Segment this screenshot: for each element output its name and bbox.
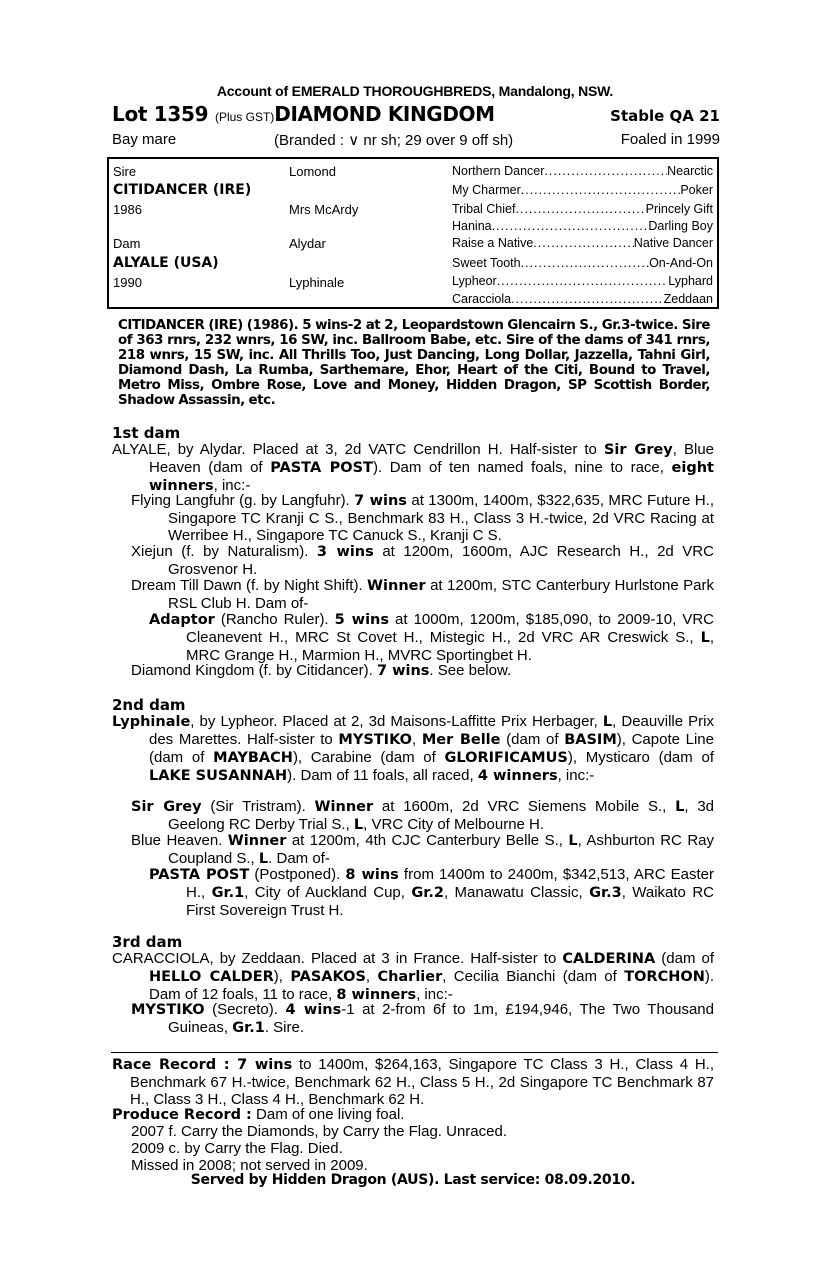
dam-name: ALYALE (USA) — [113, 255, 219, 271]
second-dam-heading: 2nd dam — [112, 696, 186, 714]
sex-colour: Bay mare — [112, 131, 177, 148]
progeny-diamond-kingdom: Diamond Kingdom (f. by Citidancer). 7 wins. See below. — [131, 662, 512, 679]
stable-number: Stable QA 21 — [610, 107, 720, 125]
progeny-blue-heaven: Blue Heaven. Winner at 1200m, 4th CJC Canterbury Belle S., L, Ashburton RC Ray Coupland S., L. Dam of- — [131, 832, 715, 867]
produce-item: 2007 f. Carry the Diamonds, by Carry the Flag. Unraced. — [131, 1123, 507, 1140]
great-grandparent-row: Sweet Tooth ..... On-And-On — [452, 256, 713, 270]
sire-year: 1986 — [113, 202, 142, 217]
produce-item: Missed in 2008; not served in 2009. — [131, 1157, 368, 1174]
great-grandparent-row: My Charmer ..... Poker — [452, 183, 713, 197]
produce-record — [112, 1106, 714, 1124]
lot-number: Lot 1359 — [112, 102, 209, 126]
dam-year: 1990 — [113, 275, 142, 290]
progeny-mystiko: MYSTIKO (Secreto). 4 wins-1 at 2-from 6f to 1m, £194,946, The Two Thousand Guineas, Gr.1. Sire. — [131, 1001, 714, 1036]
third-dam-summary: CARACCIOLA, by Zeddaan. Placed at 3 in France. Half-sister to CALDERINA (dam of HELLO CALDER), PASAKOS, Charlier, Cecilia Bianchi (dam of TORCHON). Dam of 12 foals, 11 to race, 8 winners, inc:- — [112, 950, 714, 1003]
progeny-flying-langfuhr: Flying Langfuhr (g. by Langfuhr). 7 wins at 1300m, 1400m, $322,635, MRC Future H., Singapore TC Kranji C S., Benchmark 83 H., Class 3 H.-twice, 2d VRC Racing at Werribee H., Singapore TC Canuck S., Kranji C S. — [131, 492, 714, 544]
foaled-year: Foaled in 1999 — [620, 131, 720, 148]
plus-gst-note: (Plus GST) — [214, 110, 275, 124]
service-info: Served by Hidden Dragon (AUS). Last service: 08.09.2010. — [190, 1172, 636, 1188]
race-record: Race Record : 7 wins to 1400m, $264,163, Singapore TC Class 3 H., Class 4 H., Benchmark 67 H.-twice, Benchmark 62 H., Class 5 H., 2d Singapore TC Benchmark 87 H., Class 3 H., Class 4 H., Benchmark 62 H. — [112, 1056, 714, 1108]
second-dam-summary: Lyphinale, by Lypheor. Placed at 2, 3d Maisons-Laffitte Prix Herbager, L, Deauville Prix des Marettes. Half-sister to MYSTIKO, Mer Belle (dam of BASIM), Capote Line (dam of MAYBACH), Carabine (dam of GLORIFICAMUS), Mysticaro (dam of LAKE SUSANNAH). Dam of 11 foals, all raced, 4 winners, inc:- — [112, 713, 714, 784]
great-grandparent-row: Tribal Chief ..... Princely Gift — [452, 202, 713, 216]
third-dam-heading: 3rd dam — [112, 933, 183, 951]
sire-label: Sire — [113, 164, 137, 179]
sire-biography: CITIDANCER (IRE) (1986). 5 wins-2 at 2, Leopardstown Glencairn S., Gr.3-twice. Sire of 363 rnrs, 232 wnrs, 16 SW, inc. Ballroom Babe, etc. Sire of the dams of 341 rnrs, 218 wnrs, 15 SW, inc. All Thrills Too, Just Dancing, Long Dollar, Jazzella, Tahni Girl, Diamond Dash, La Rumba, Sarthemare, Ehor, Heart of the Citi, Bound to Travel, Metro Miss, Ombre Rose, Love and Money, Hidden Dragon, SP Scottish Border, Shadow Assassin, etc. — [118, 318, 710, 408]
horse-details — [112, 131, 720, 151]
granddam-paternal: Mrs McArdy — [289, 202, 359, 217]
grandsire-paternal: Lomond — [289, 164, 336, 179]
great-grandparent-row: Caracciola ..... Zeddaan — [452, 292, 713, 306]
lot-header — [112, 102, 720, 130]
dam-label: Dam — [113, 236, 141, 251]
progeny-xiejun: Xiejun (f. by Naturalism). 3 wins at 1200m, 1600m, AJC Research H., 2d VRC Grosvenor H. — [131, 543, 714, 578]
section-divider — [111, 1052, 718, 1053]
great-grandparent-row: Northern Dancer ..... Nearctic — [452, 164, 713, 178]
vendor-account: Account of EMERALD THOROUGHBREDS, Mandalong, NSW. — [216, 83, 614, 99]
great-grandparent-row: Lypheor ..... Lyphard — [452, 274, 713, 288]
great-grandparent-row: Hanina ..... Darling Boy — [452, 219, 713, 233]
produce-record-label: Produce Record : — [112, 1107, 252, 1123]
produce-item: 2009 c. by Carry the Flag. Died. — [131, 1140, 343, 1157]
granddam-maternal: Lyphinale — [289, 275, 345, 290]
pedigree-table — [107, 157, 719, 309]
produce-record-summary: Dam of one living foal. — [251, 1106, 405, 1123]
first-dam-summary: ALYALE, by Alydar. Placed at 3, 2d VATC Cendrillon H. Half-sister to Sir Grey, Blue Heaven (dam of PASTA POST). Dam of ten named foals, nine to race, eight winners, inc:- — [112, 441, 714, 494]
great-grandparent-row: Raise a Native ..... Native Dancer — [452, 236, 713, 250]
grandsire-maternal: Alydar — [289, 236, 326, 251]
brand-description: (Branded : ∨ nr sh; 29 over 9 off sh) — [274, 132, 514, 149]
lot-title — [112, 102, 495, 126]
sire-name: CITIDANCER (IRE) — [113, 182, 252, 198]
first-dam-heading: 1st dam — [112, 424, 181, 442]
progeny-pasta-post: PASTA POST (Postponed). 8 wins from 1400m to 2400m, $342,513, ARC Easter H., Gr.1, City of Auckland Cup, Gr.2, Manawatu Classic, Gr.3, Waikato RC First Sovereign Trust H. — [149, 866, 714, 919]
progeny-dream-till-dawn: Dream Till Dawn (f. by Night Shift). Winner at 1200m, STC Canterbury Hurlstone Park RSL Club H. Dam of- — [131, 577, 714, 612]
progeny-sir-grey: Sir Grey (Sir Tristram). Winner at 1600m, 2d VRC Siemens Mobile S., L, 3d Geelong RC Derby Trial S., L, VRC City of Melbourne H. — [131, 798, 715, 833]
progeny-adaptor: Adaptor (Rancho Ruler). 5 wins at 1000m, 1200m, $185,090, to 2009-10, VRC Cleanevent H., MRC St Covet H., Mistegic H., 2d VRC AR Creswick S., L, MRC Grange H., Marmion H., MVRC Sportingbet H. — [149, 611, 714, 664]
horse-name: DIAMOND KINGDOM — [274, 102, 495, 126]
